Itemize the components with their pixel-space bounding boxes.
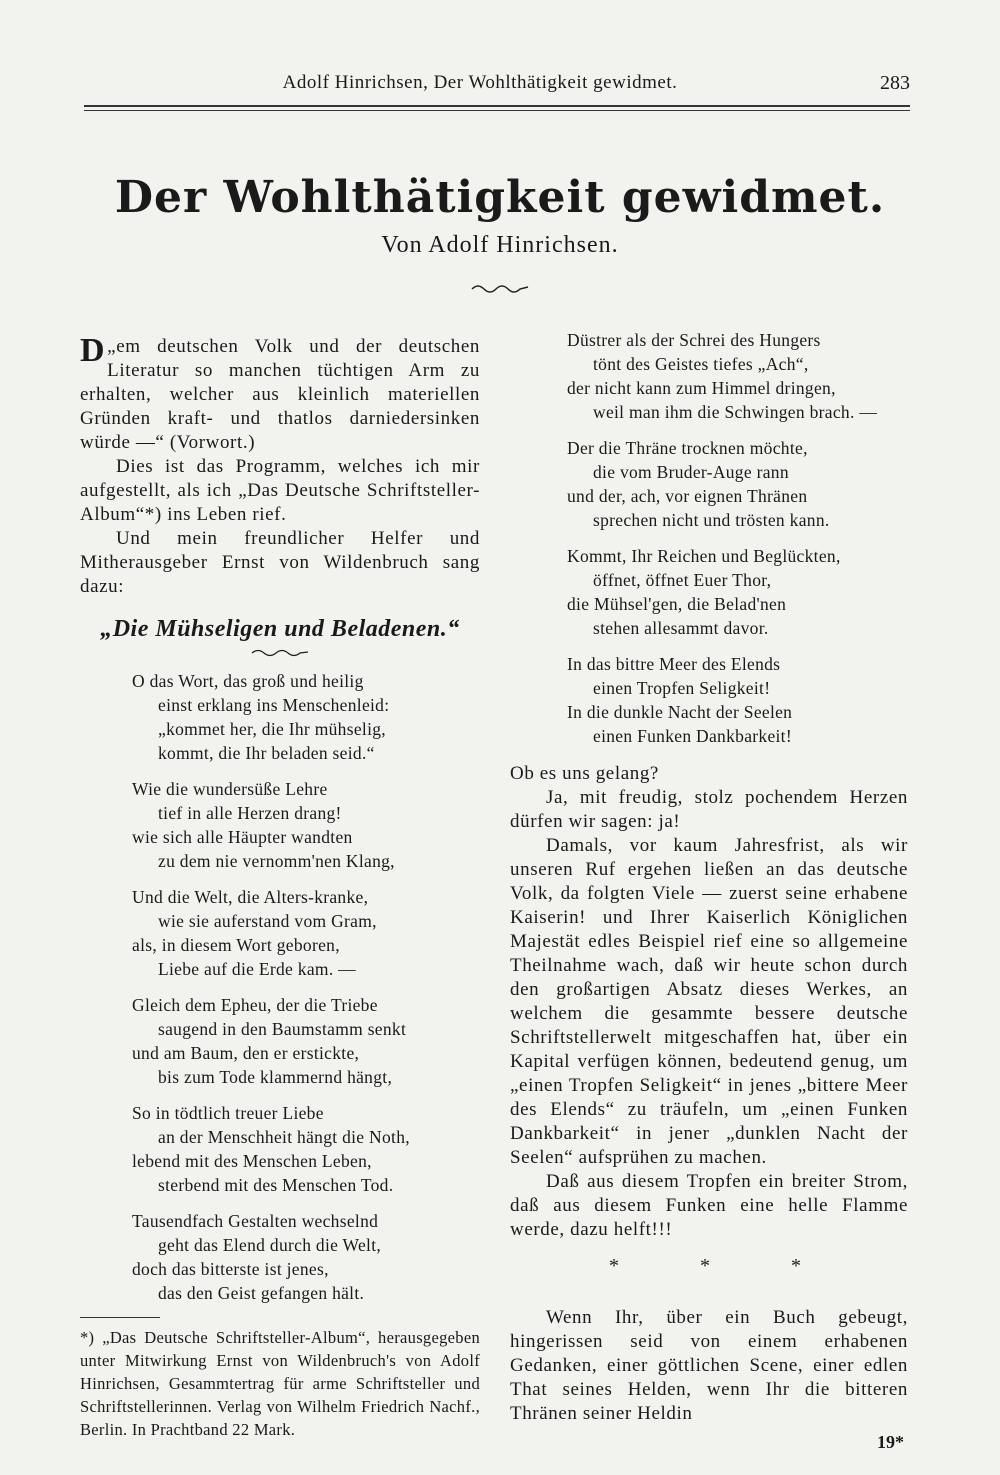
poem-stanza	[510, 544, 908, 640]
open-quote: „	[107, 336, 117, 357]
poem-line: öffnet, öffnet Euer Thor,	[593, 570, 772, 590]
helper-paragraph: Und mein freundlicher Helfer und Mitherausgeber Ernst von Wildenbruch sang dazu:	[80, 528, 480, 597]
footnote: *) „Das Deutsche Schriftsteller-Album“, herausgegeben unter Mitwirkung Ernst von Wildenbruch's von Adolf Hinrichsen, Gesammtertrag für arme Schriftsteller und Schriftstellerinnen. Verlag von Wilhelm Friedrich Nachf., Berlin. In Prachtband 22 Mark.	[80, 1328, 480, 1439]
article-byline: Von Adolf Hinrichsen.	[381, 232, 619, 258]
poem-line: zu dem nie vernomm'nen Klang,	[158, 851, 395, 871]
running-head-title: Adolf Hinrichsen, Der Wohlthätigkeit gewidmet.	[282, 72, 678, 93]
poem-stanza	[80, 1101, 480, 1197]
poem-line: wie sich alle Häupter wandten	[132, 827, 353, 847]
intro-text: em deutschen Volk und der deutschen Literatur so manchen tüchtigen Arm zu erhalten, welcher aus kleinlich materiellen Gründen kraft- und thatlos darniedersinken würde —“ (Vorwort.)	[80, 336, 480, 453]
closing-paragraph: Wenn Ihr, über ein Buch gebeugt, hingerissen seid von einem erhabenen Gedanken, einer göttlichen Scene, einer edlen That seines Helden, wenn Ihr die bitteren Thränen seiner Heldin	[510, 1307, 908, 1424]
poem-line: „kommet her, die Ihr mühselig,	[158, 719, 386, 739]
poem-line: wie sie auferstand vom Gram,	[158, 911, 377, 931]
footnote-rule	[80, 1317, 160, 1318]
poem-line: tief in alle Herzen drang!	[158, 803, 342, 823]
poem-line: einen Tropfen Seligkeit!	[593, 678, 771, 698]
poem-stanza	[80, 993, 480, 1089]
poem-line: Tausendfach Gestalten wechselnd	[132, 1211, 379, 1231]
header-rule-thick	[84, 105, 910, 107]
appeal-paragraph: Daß aus diesem Tropfen ein breiter Strom, daß aus diesem Funken eine helle Flamme werde, dazu helft!!!	[510, 1171, 908, 1240]
header-rule-thin	[84, 110, 910, 111]
question-line: Ob es uns gelang?	[510, 763, 659, 784]
left-column	[80, 332, 480, 1441]
signature-mark: 19*	[877, 1432, 904, 1452]
poem-line: und am Baum, den er erstickte,	[132, 1043, 360, 1063]
poem-line: sterbend mit des Menschen Tod.	[158, 1175, 394, 1195]
poem-line: kommt, die Ihr beladen seid.“	[158, 743, 375, 763]
poem-line: saugend in den Baumstamm senkt	[158, 1019, 407, 1039]
poem-line: Gleich dem Epheu, der die Triebe	[132, 995, 378, 1015]
poem-stanza	[510, 328, 908, 424]
poem-line: stehen allesammt davor.	[593, 618, 769, 638]
page-number: 283	[880, 72, 910, 94]
poem-line: sprechen nicht und trösten kann.	[593, 510, 830, 530]
drop-cap: D	[80, 332, 106, 369]
poem-title: „Die Mühseligen und Beladenen.“	[100, 616, 460, 642]
poem-stanza	[80, 777, 480, 873]
poem-line: als, in diesem Wort geboren,	[132, 935, 340, 955]
answer-paragraph: Ja, mit freudig, stolz pochendem Herzen dürfen wir sagen: ja!	[510, 787, 908, 832]
poem-ornament	[250, 647, 310, 657]
poem-line: Der die Thräne trocknen möchte,	[567, 438, 808, 458]
poem-line: bis zum Tode klammernd hängt,	[158, 1067, 393, 1087]
poem-line: Wie die wundersüße Lehre	[132, 779, 328, 799]
poem-stanza	[80, 669, 480, 765]
poem-line: weil man ihm die Schwingen brach. —	[593, 402, 878, 422]
poem-line: O das Wort, das groß und heilig	[132, 671, 364, 691]
program-paragraph: Dies ist das Programm, welches ich mir aufgestellt, als ich „Das Deutsche Schriftsteller-Album“*) ins Leben rief.	[80, 456, 480, 525]
poem-stanza	[510, 652, 908, 748]
poem-line: einst erklang ins Menschenleid:	[158, 695, 390, 715]
intro-paragraph	[80, 332, 480, 455]
article-title: Der Wohlthätigkeit gewidmet.	[114, 172, 886, 223]
poem-line: Und die Welt, die Alters-kranke,	[132, 887, 369, 907]
poem-line: doch das bitterste ist jenes,	[132, 1259, 329, 1279]
section-divider: * * *	[609, 1255, 839, 1277]
title-ornament	[470, 281, 530, 295]
poem-line: lebend mit des Menschen Leben,	[132, 1151, 372, 1171]
poem-line: der nicht kann zum Himmel dringen,	[567, 378, 836, 398]
poem-line: Kommt, Ihr Reichen und Beglückten,	[567, 546, 841, 566]
poem-line: einen Funken Dankbarkeit!	[593, 726, 792, 746]
poem-line: und der, ach, vor eignen Thränen	[567, 486, 808, 506]
poem-line: So in tödtlich treuer Liebe	[132, 1103, 324, 1123]
poem-stanza	[80, 1209, 480, 1305]
poem-line: In die dunkle Nacht der Seelen	[567, 702, 793, 722]
body-paragraph: Damals, vor kaum Jahresfrist, als wir unseren Ruf ergehen ließen an das deutsche Volk, da folgten Viele — zuerst seine erhabene Kaiserin! und Ihrer Kaiserlich Königlichen Majestät edles Beispiel rief eine so allgemeine Theilnahme wach, daß wir heute schon durch den großartigen Absatz dieses Werkes, an welchem die gesammte bessere deutsche Schriftstellerwelt mitgeschaffen hat, über ein Kapital verfügen können, bedeutend genug, um „einen Tropfen Seligkeit“ in jenes „bittere Meer des Elends“ zu träufeln, um „einen Funken Dankbarkeit“ in jener „dunklen Nacht der Seelen“ aufsprühen zu machen.	[510, 835, 908, 1168]
poem-line: das den Geist gefangen hält.	[158, 1283, 365, 1303]
poem-stanza	[510, 436, 908, 532]
poem-line: die vom Bruder-Auge rann	[593, 462, 789, 482]
right-column	[510, 328, 908, 1454]
running-head	[80, 70, 910, 100]
poem-line: In das bittre Meer des Elends	[567, 654, 781, 674]
poem-line: Liebe auf die Erde kam. —	[158, 959, 356, 979]
poem-line: die Mühsel'gen, die Belad'nen	[567, 594, 787, 614]
poem-line: an der Menschheit hängt die Noth,	[158, 1127, 410, 1147]
poem-line: tönt des Geistes tiefes „Ach“,	[593, 354, 809, 374]
poem-stanza	[80, 885, 480, 981]
poem-line: geht das Elend durch die Welt,	[158, 1235, 382, 1255]
poem-line: Düstrer als der Schrei des Hungers	[567, 330, 821, 350]
